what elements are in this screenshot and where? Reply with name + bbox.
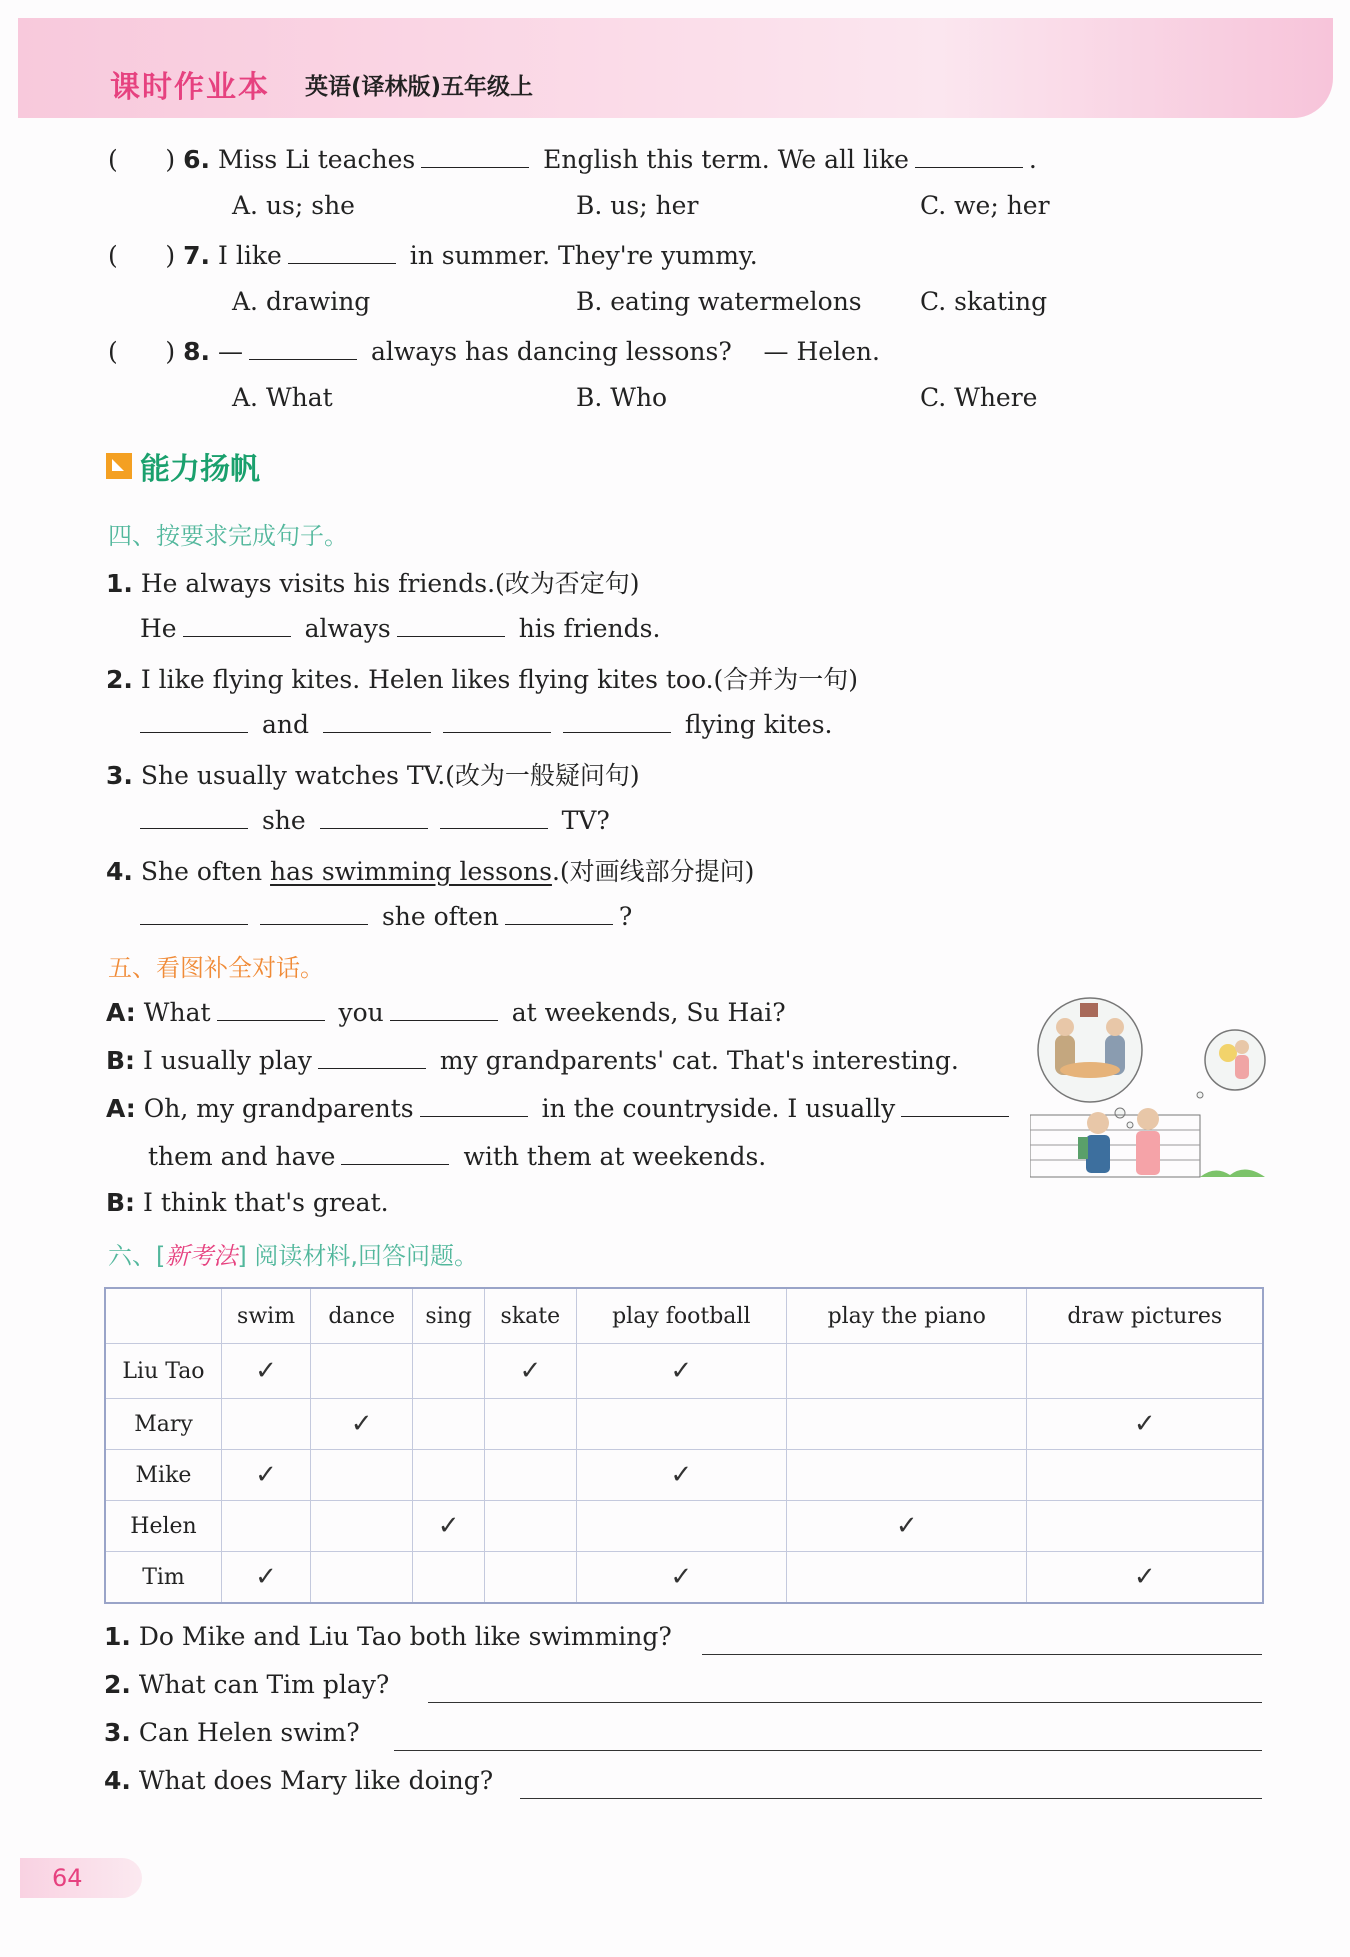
dialog-illustration — [1030, 995, 1270, 1190]
blank[interactable] — [318, 1044, 426, 1069]
table-header-cell: dance — [311, 1288, 413, 1344]
option-b: B. Who — [576, 383, 668, 412]
table-header-row — [105, 1288, 1263, 1344]
new-exam-tag: 新考法 — [165, 1242, 238, 1270]
table-cell — [222, 1399, 311, 1450]
check-mark-icon: ✓ — [255, 1460, 277, 1490]
check-mark-icon: ✓ — [670, 1460, 693, 1490]
table-cell — [311, 1450, 413, 1501]
table-cell — [413, 1501, 485, 1552]
blank[interactable] — [563, 708, 671, 733]
hobby-table — [104, 1287, 1264, 1604]
table-row — [105, 1399, 1263, 1450]
table-body — [105, 1344, 1263, 1604]
table-row — [105, 1450, 1263, 1501]
option-b: B. us; her — [576, 191, 699, 220]
book-title: 课时作业本 — [110, 70, 270, 105]
option-b: B. eating watermelons — [576, 287, 862, 316]
option-a: A. us; she — [232, 191, 355, 220]
table-cell — [1027, 1344, 1263, 1399]
row-name-cell: Liu Tao — [105, 1344, 222, 1399]
table-cell — [485, 1501, 576, 1552]
section5-title: 五、看图补全对话。 — [108, 954, 324, 982]
s4-a1: He always his friends. — [140, 614, 661, 643]
blank[interactable] — [249, 335, 357, 360]
table-cell — [413, 1552, 485, 1604]
s4-q4: 4. She often has swimming lessons.(对画线部分提问) — [106, 857, 755, 886]
table-header-cell: play the piano — [786, 1288, 1027, 1344]
table-cell — [576, 1552, 786, 1604]
table-cell — [1027, 1501, 1263, 1552]
question-4: 4. What does Mary like doing? — [104, 1766, 494, 1795]
dialog-line-5: B: I think that's great. — [106, 1188, 389, 1217]
check-mark-icon: ✓ — [437, 1511, 460, 1541]
check-mark-icon: ✓ — [670, 1356, 693, 1386]
dialog-line-3: A: Oh, my grandparents in the countryside. I usually — [106, 1092, 1015, 1123]
table-cell — [485, 1552, 576, 1604]
table-cell — [413, 1450, 485, 1501]
option-c: C. skating — [920, 287, 1048, 316]
blank[interactable] — [288, 239, 396, 264]
option-a: A. What — [232, 383, 333, 412]
check-mark-icon: ✓ — [1133, 1409, 1156, 1439]
blank[interactable] — [217, 996, 325, 1021]
thought-bubble-family — [1038, 998, 1142, 1102]
check-mark-icon: ✓ — [670, 1562, 693, 1592]
s4-q3: 3. She usually watches TV.(改为一般疑问句) — [106, 761, 640, 790]
mc-item-6: ( ) 6. Miss Li teaches English this term. We all like . — [108, 145, 1037, 174]
table-cell — [222, 1344, 311, 1399]
answer-line[interactable] — [428, 1702, 1262, 1703]
blank[interactable] — [443, 708, 551, 733]
table-header-cell: play football — [576, 1288, 786, 1344]
question-3: 3. Can Helen swim? — [104, 1718, 360, 1747]
blank[interactable] — [397, 612, 505, 637]
s4-q1: 1. He always visits his friends.(改为否定句) — [106, 569, 640, 598]
section6-title: 六、[新考法] 阅读材料,回答问题。 — [108, 1242, 478, 1270]
answer-line[interactable] — [394, 1750, 1262, 1751]
table-cell — [311, 1501, 413, 1552]
table-cell — [413, 1344, 485, 1399]
table-row — [105, 1344, 1263, 1399]
table-cell — [786, 1552, 1027, 1604]
blank[interactable] — [341, 1140, 449, 1165]
blank[interactable] — [420, 1092, 528, 1117]
table-cell — [485, 1450, 576, 1501]
check-mark-icon: ✓ — [1133, 1562, 1156, 1592]
underlined-phrase: has swimming lessons — [270, 857, 552, 886]
table-header-cell — [105, 1288, 222, 1344]
thought-bubble-cat — [1205, 1030, 1265, 1090]
blank[interactable] — [390, 996, 498, 1021]
table-cell — [1027, 1552, 1263, 1604]
blank[interactable] — [323, 708, 431, 733]
s4-a4: she often ? — [134, 900, 632, 931]
row-name-cell: Mike — [105, 1450, 222, 1501]
blank[interactable] — [901, 1092, 1009, 1117]
blank[interactable] — [140, 900, 248, 925]
table-cell — [786, 1450, 1027, 1501]
check-mark-icon: ✓ — [350, 1409, 373, 1439]
check-mark-icon: ✓ — [255, 1356, 277, 1386]
check-mark-icon: ✓ — [895, 1511, 918, 1541]
answer-line[interactable] — [520, 1798, 1262, 1799]
fence — [1030, 1115, 1200, 1177]
book-subtitle: 英语(译林版)五年级上 — [305, 74, 534, 100]
row-name-cell: Mary — [105, 1399, 222, 1450]
option-a: A. drawing — [232, 287, 371, 316]
answer-paren[interactable]: ( ) — [108, 145, 176, 174]
option-c: C. Where — [920, 383, 1038, 412]
table-cell — [576, 1344, 786, 1399]
page-number: 64 — [20, 1858, 142, 1898]
mc-item-7: ( ) 7. I like in summer. They're yummy. — [108, 241, 758, 270]
blank[interactable] — [260, 900, 368, 925]
table-cell — [311, 1552, 413, 1604]
table-cell — [576, 1399, 786, 1450]
table-cell — [485, 1344, 576, 1399]
table-cell — [1027, 1399, 1263, 1450]
blank[interactable] — [140, 708, 248, 733]
check-mark-icon: ✓ — [519, 1356, 542, 1386]
answer-paren[interactable]: ( ) — [108, 241, 176, 270]
question-2: 2. What can Tim play? — [104, 1670, 390, 1699]
table-cell — [786, 1399, 1027, 1450]
table-cell — [786, 1344, 1027, 1399]
table-cell — [576, 1450, 786, 1501]
table-cell — [576, 1501, 786, 1552]
sail-icon — [106, 453, 132, 479]
row-name-cell: Helen — [105, 1501, 222, 1552]
blank[interactable] — [915, 143, 1023, 168]
table-header-cell: draw pictures — [1027, 1288, 1263, 1344]
ability-heading: 能力扬帆 — [106, 444, 260, 488]
table-cell — [413, 1399, 485, 1450]
s4-a2: and flying kites. — [134, 708, 832, 739]
table-cell — [311, 1399, 413, 1450]
table-cell — [786, 1501, 1027, 1552]
table-header-cell: sing — [413, 1288, 485, 1344]
section4-title: 四、按要求完成句子。 — [108, 522, 348, 550]
table-header-cell: skate — [485, 1288, 576, 1344]
blank[interactable] — [320, 804, 428, 829]
table-cell — [222, 1450, 311, 1501]
s4-q2: 2. I like flying kites. Helen likes flying kites too.(合并为一句) — [106, 665, 859, 694]
mc-item-8: ( ) 8. — always has dancing lessons? — Helen. — [108, 337, 880, 366]
row-name-cell: Tim — [105, 1552, 222, 1604]
table-cell — [222, 1501, 311, 1552]
table-header-cell: swim — [222, 1288, 311, 1344]
table-cell — [311, 1344, 413, 1399]
dialog-line-2: B: I usually play my grandparents' cat. That's interesting. — [106, 1046, 959, 1075]
table-cell — [1027, 1450, 1263, 1501]
blank[interactable] — [440, 804, 548, 829]
table-cell — [222, 1552, 311, 1604]
blank[interactable] — [140, 804, 248, 829]
answer-paren[interactable]: ( ) — [108, 337, 176, 366]
blank[interactable] — [183, 612, 291, 637]
table-row — [105, 1552, 1263, 1604]
blank[interactable] — [505, 900, 613, 925]
check-mark-icon: ✓ — [255, 1562, 277, 1592]
dialog-line-1: A: What you at weekends, Su Hai? — [106, 998, 786, 1027]
table-cell — [485, 1399, 576, 1450]
blank[interactable] — [421, 143, 529, 168]
table-row — [105, 1501, 1263, 1552]
dialog-line-4: them and have with them at weekends. — [148, 1142, 767, 1171]
question-1: 1. Do Mike and Liu Tao both like swimming? — [104, 1622, 672, 1651]
option-c: C. we; her — [920, 191, 1050, 220]
answer-line[interactable] — [702, 1654, 1262, 1655]
s4-a3: she TV? — [134, 804, 610, 835]
